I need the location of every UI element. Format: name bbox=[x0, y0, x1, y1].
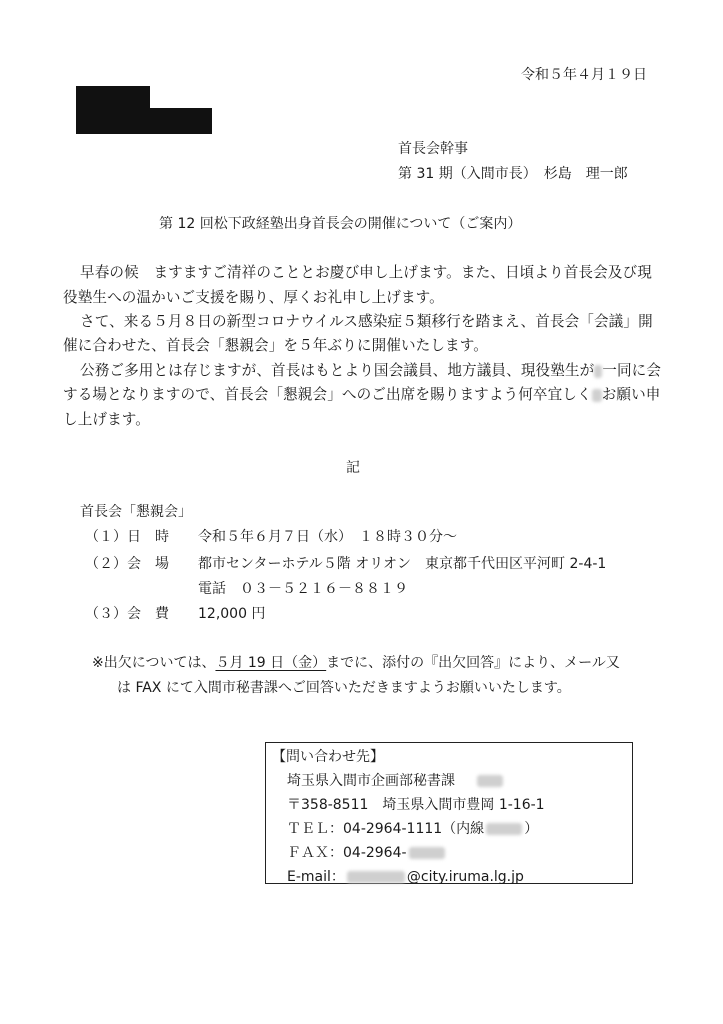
document-title: 第 12 回松下政経塾出身首長会の開催について（ご案内） bbox=[159, 216, 522, 232]
sender-org: 首長会幹事 bbox=[398, 141, 468, 157]
contact-heading: 【問い合わせ先】 bbox=[272, 749, 384, 765]
contact-email bbox=[287, 866, 524, 886]
contact-tel bbox=[287, 818, 538, 838]
event-name: 首長会「懇親会」 bbox=[80, 504, 192, 520]
body-line-2: 役塾生への温かいご支援を賜り、厚くお礼申し上げます。 bbox=[63, 289, 444, 306]
ki-heading: 記 bbox=[346, 460, 360, 476]
body-line-5a: 公務ご多用とは存じますが、首長はもとより国会議員、地方議員、現役塾生が bbox=[80, 362, 595, 379]
contact-tel-text: ＴＥＬ：04-2964-1111（内線 bbox=[287, 821, 485, 837]
document-date: 令和５年４月１９日 bbox=[521, 67, 647, 83]
redacted-recipient bbox=[76, 86, 150, 134]
event-venue-value: 都市センターホテル５階 オリオン 東京都千代田区平河町 2-4-1 bbox=[198, 556, 607, 572]
body-line-7: し上げます。 bbox=[63, 411, 150, 428]
body-line-6 bbox=[63, 383, 660, 404]
contact-fax-text: ＦＡＸ：04-2964- bbox=[287, 845, 407, 861]
event-date-value: 令和５年６月７日（水） １８時３０分～ bbox=[198, 529, 457, 545]
contact-dept bbox=[287, 770, 503, 790]
contact-dept-text: 埼玉県入間市企画部秘書課 bbox=[287, 773, 455, 789]
body-line-6a: する場となりますので、首長会「懇親会」へのご出席を賜りますよう何卒宜しく bbox=[63, 386, 592, 403]
redacted-recipient-ext bbox=[150, 108, 212, 134]
body-line-5b: 一同に会 bbox=[602, 362, 662, 379]
sender-name: 第 31 期（入間市長） 杉島 理一郎 bbox=[398, 166, 628, 182]
body-line-6b: お願い申 bbox=[601, 386, 661, 403]
event-fee-value: 12,000 円 bbox=[198, 606, 266, 622]
contact-email-label: E-mail： bbox=[287, 869, 345, 885]
event-date-label: （１）日 時 bbox=[85, 529, 169, 545]
body-line-5 bbox=[80, 359, 661, 380]
attendance-note-line-2: は FAX にて入間市秘書課へご回答いただきますようお願いいたします。 bbox=[117, 680, 571, 696]
note-prefix: ※出欠については、 bbox=[92, 655, 216, 671]
blurred-extension bbox=[486, 823, 522, 835]
note-deadline: ５月 19 日（金） bbox=[215, 655, 327, 671]
contact-tel-close: ） bbox=[524, 821, 539, 837]
contact-address: 〒358-8511 埼玉県入間市豊岡 1-16-1 bbox=[287, 797, 545, 813]
attendance-note-line-1 bbox=[92, 652, 620, 672]
body-line-1: 早春の候 ますますご清祥のこととお慶び申し上げます。また、日頃より首長会及び現 bbox=[80, 264, 652, 281]
blurred-mark bbox=[592, 389, 602, 402]
note-rest: までに、添付の『出欠回答』により、メール又 bbox=[326, 655, 620, 671]
blurred-email-user bbox=[347, 871, 405, 883]
contact-email-domain: @city.iruma.lg.jp bbox=[406, 869, 524, 885]
contact-fax bbox=[287, 842, 445, 862]
body-line-3: さて、来る５月８日の新型コロナウイルス感染症５類移行を踏まえ、首長会「会議」開 bbox=[80, 313, 653, 330]
blurred-staff-name bbox=[477, 775, 503, 787]
event-venue-label: （２）会 場 bbox=[85, 556, 169, 572]
event-fee-label: （３）会 費 bbox=[85, 606, 169, 622]
body-line-4: 催に合わせた、首長会「懇親会」を５年ぶりに開催いたします。 bbox=[63, 337, 488, 354]
blurred-mark bbox=[594, 365, 602, 378]
blurred-fax bbox=[409, 847, 445, 859]
event-venue-phone: 電話 ０３－５２１６－８８１９ bbox=[198, 581, 408, 597]
